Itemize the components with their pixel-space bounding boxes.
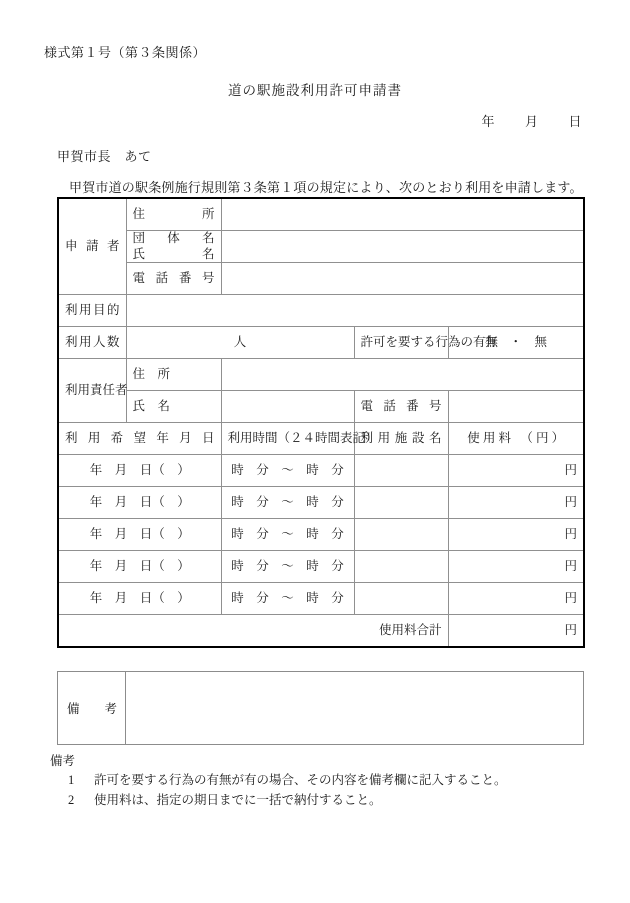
date-month-label: 月: [524, 114, 539, 129]
permission-options[interactable]: 有 ・ 無: [448, 327, 584, 359]
applicant-phone-input[interactable]: [221, 263, 584, 295]
applicant-name-label: 氏 名: [132, 246, 215, 261]
applicant-label: 申 請 者: [58, 198, 126, 295]
schedule-date-input[interactable]: 年 月 日（ ）: [58, 551, 221, 583]
schedule-facility-input[interactable]: [354, 487, 448, 519]
schedule-row: [58, 551, 584, 583]
total-row: [58, 615, 584, 648]
schedule-header-facility: 利用施設名: [354, 423, 448, 455]
footnote-item: [68, 791, 507, 810]
application-table: [57, 197, 585, 648]
schedule-date-input[interactable]: 年 月 日（ ）: [58, 583, 221, 615]
remarks-input[interactable]: [126, 672, 584, 745]
applicant-address-input[interactable]: [221, 198, 584, 231]
footnote-number: 2: [68, 792, 75, 807]
schedule-date-input[interactable]: 年 月 日（ ）: [58, 519, 221, 551]
schedule-time-input[interactable]: 時 分 ～ 時 分: [221, 455, 354, 487]
schedule-row: [58, 519, 584, 551]
manager-label: 利用責任者: [58, 359, 126, 423]
permission-required-label: 許可を要する行為の有無: [354, 327, 448, 359]
schedule-header-time: 利用時間（２４時間表記）: [221, 423, 354, 455]
total-label: 使用料合計: [58, 615, 448, 648]
schedule-date-input[interactable]: 年 月 日（ ）: [58, 487, 221, 519]
schedule-facility-input[interactable]: [354, 519, 448, 551]
manager-name-label: 氏 名: [126, 391, 221, 423]
form-number: 様式第１号（第３条関係）: [44, 45, 207, 60]
schedule-fee-input[interactable]: 円: [448, 519, 584, 551]
schedule-time-input[interactable]: 時 分 ～ 時 分: [221, 487, 354, 519]
people-count-label: 利用人数: [58, 327, 126, 359]
purpose-input[interactable]: [126, 295, 584, 327]
footnote-text: 使用料は、指定の期日までに一括で納付すること。: [94, 792, 382, 807]
manager-address-label: 住 所: [126, 359, 221, 391]
purpose-label: 利用目的: [58, 295, 126, 327]
schedule-facility-input[interactable]: [354, 455, 448, 487]
schedule-fee-input[interactable]: 円: [448, 487, 584, 519]
footnote-item: [68, 771, 507, 790]
schedule-date-input[interactable]: 年 月 日（ ）: [58, 455, 221, 487]
date-line: [360, 111, 582, 130]
schedule-row: [58, 487, 584, 519]
remarks-table: [57, 671, 584, 745]
date-day-label: 日: [568, 114, 582, 129]
applicant-group-label: 団 体 名: [132, 231, 215, 245]
schedule-fee-input[interactable]: 円: [448, 583, 584, 615]
applicant-group-name-label: [126, 231, 221, 263]
applicant-address-label: 住 所: [126, 198, 221, 231]
document-title: 道の駅施設利用許可申請書: [228, 83, 402, 98]
applicant-name-input[interactable]: [221, 231, 584, 263]
applicant-phone-label: 電 話 番 号: [126, 263, 221, 295]
manager-address-input[interactable]: [221, 359, 584, 391]
footnotes-heading: 備考: [50, 754, 76, 768]
schedule-header-fee: 使 用 料 （ 円 ）: [448, 423, 584, 455]
date-year-label: 年: [481, 114, 495, 129]
schedule-time-input[interactable]: 時 分 ～ 時 分: [221, 583, 354, 615]
schedule-facility-input[interactable]: [354, 551, 448, 583]
schedule-row: [58, 455, 584, 487]
schedule-row: [58, 583, 584, 615]
lead-paragraph: 甲賀市道の駅条例施行規則第３条第１項の規定により、次のとおり利用を申請します。: [69, 180, 583, 195]
people-count-input[interactable]: 人: [126, 327, 354, 359]
addressee: 甲賀市長 あて: [57, 149, 152, 164]
schedule-facility-input[interactable]: [354, 583, 448, 615]
manager-phone-input[interactable]: [448, 391, 584, 423]
footnote-number: 1: [68, 773, 75, 788]
manager-phone-label: 電 話 番 号: [354, 391, 448, 423]
schedule-fee-input[interactable]: 円: [448, 455, 584, 487]
remarks-label: 備 考: [58, 672, 126, 745]
schedule-time-input[interactable]: 時 分 ～ 時 分: [221, 519, 354, 551]
total-fee-value[interactable]: 円: [448, 615, 584, 648]
footnote-text: 許可を要する行為の有無が有の場合、その内容を備考欄に記入すること。: [94, 773, 507, 788]
manager-name-input[interactable]: [221, 391, 354, 423]
schedule-time-input[interactable]: 時 分 ～ 時 分: [221, 551, 354, 583]
schedule-header-date: 利用希望年月日: [58, 423, 221, 455]
footnotes: [50, 752, 507, 810]
schedule-fee-input[interactable]: 円: [448, 551, 584, 583]
